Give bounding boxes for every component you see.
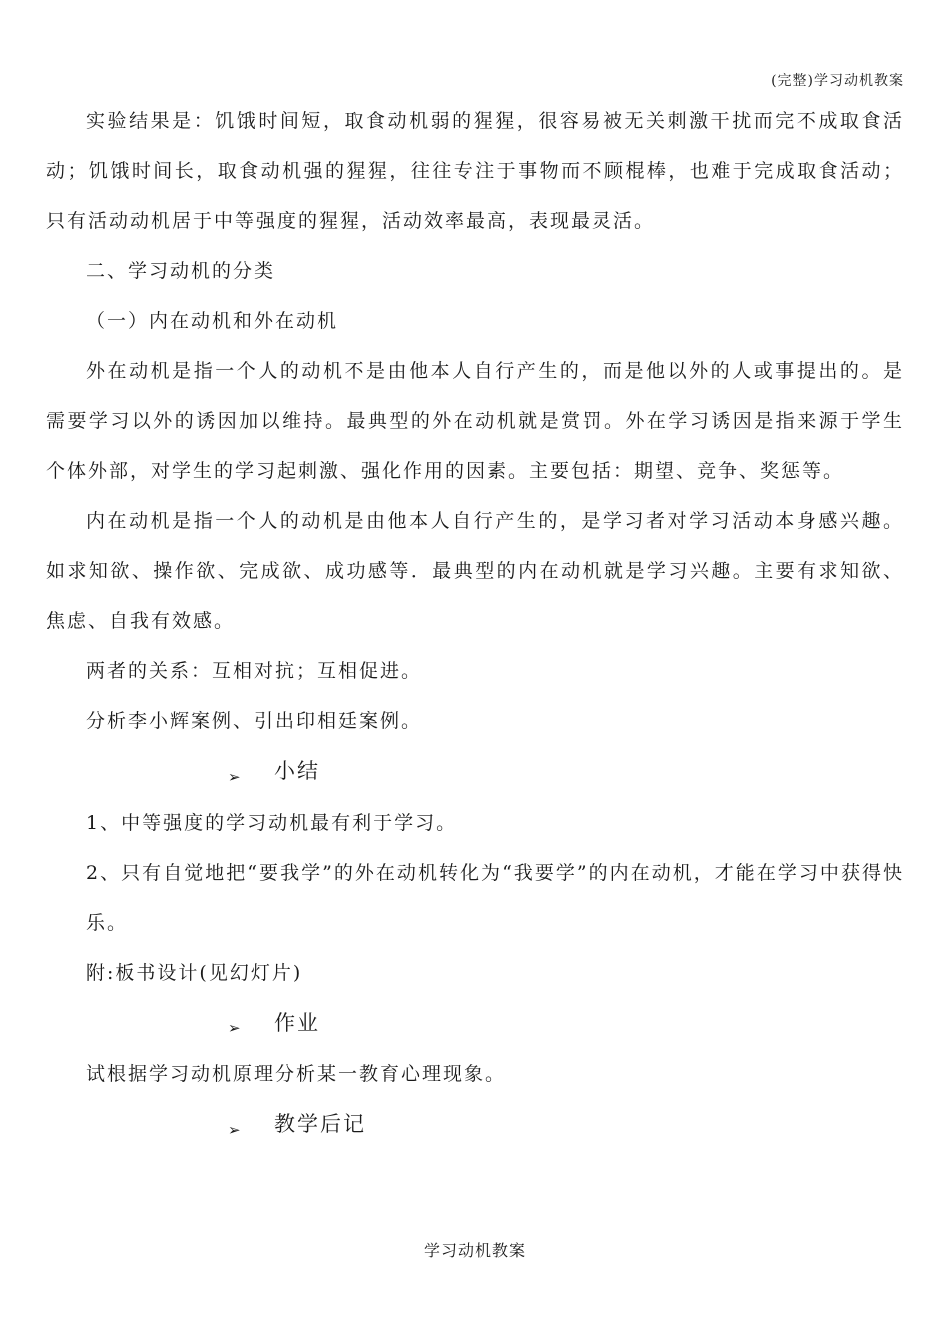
page-header: (完整)学习动机教案 bbox=[771, 73, 904, 89]
summary-point-1: 1、中等强度的学习动机最有利于学习。 bbox=[86, 811, 458, 834]
postscript-heading-label: 教学后记 bbox=[274, 1112, 366, 1136]
arrow-bullet-icon: ➢ bbox=[228, 1019, 243, 1037]
extrinsic-motivation-paragraph: 外在动机是指一个人的动机不是由他本人自行产生的，而是他以外的人或事提出的。是需要学习以外的诱因加以维持。最典型的外在动机就是赏罚。外在学习诱因是指来源于学生个体外部，对学生的学习起刺激、强化作用的因素。主要包括：期望、竞争、奖惩等。 bbox=[46, 360, 904, 482]
relationship-paragraph: 两者的关系：互相对抗；互相促进。 bbox=[86, 660, 423, 682]
summary-point-2: 2、只有自觉地把“要我学”的外在动机转化为“我要学”的内在动机，才能在学习中获得快乐。 bbox=[86, 861, 904, 934]
homework-heading-label: 作业 bbox=[274, 1010, 320, 1035]
subsection-heading-intrinsic-extrinsic: （一）内在动机和外在动机 bbox=[86, 310, 339, 332]
case-analysis-paragraph: 分析李小辉案例、引出印相廷案例。 bbox=[86, 710, 423, 732]
appendix-note: 附:板书设计(见幻灯片) bbox=[86, 961, 303, 984]
homework-heading bbox=[46, 998, 904, 1050]
postscript-heading bbox=[46, 1099, 904, 1151]
summary-heading bbox=[46, 746, 904, 798]
section-heading-classification: 二、学习动机的分类 bbox=[86, 260, 276, 282]
document-body bbox=[46, 96, 904, 1151]
summary-heading-label: 小结 bbox=[274, 759, 320, 783]
homework-task: 试根据学习动机原理分析某一教育心理现象。 bbox=[86, 1063, 507, 1085]
page-footer: 学习动机教案 bbox=[423, 1241, 526, 1260]
arrow-bullet-icon: ➢ bbox=[228, 767, 243, 786]
intrinsic-motivation-paragraph: 内在动机是指一个人的动机是由他本人自行产生的，是学习者对学习活动本身感兴趣。如求知欲、操作欲、完成欲、成功感等．最典型的内在动机就是学习兴趣。主要有求知欲、焦虑、自我有效感。 bbox=[46, 510, 904, 632]
arrow-bullet-icon: ➢ bbox=[228, 1120, 243, 1139]
experiment-result-paragraph: 实验结果是：饥饿时间短，取食动机弱的猩猩，很容易被无关刺激干扰而完不成取食活动；饥饿时间长，取食动机强的猩猩，往往专注于事物而不顾棍棒，也难于完成取食活动；只有活动动机居于中等强度的猩猩，活动效率最高，表现最灵活。 bbox=[46, 110, 904, 232]
